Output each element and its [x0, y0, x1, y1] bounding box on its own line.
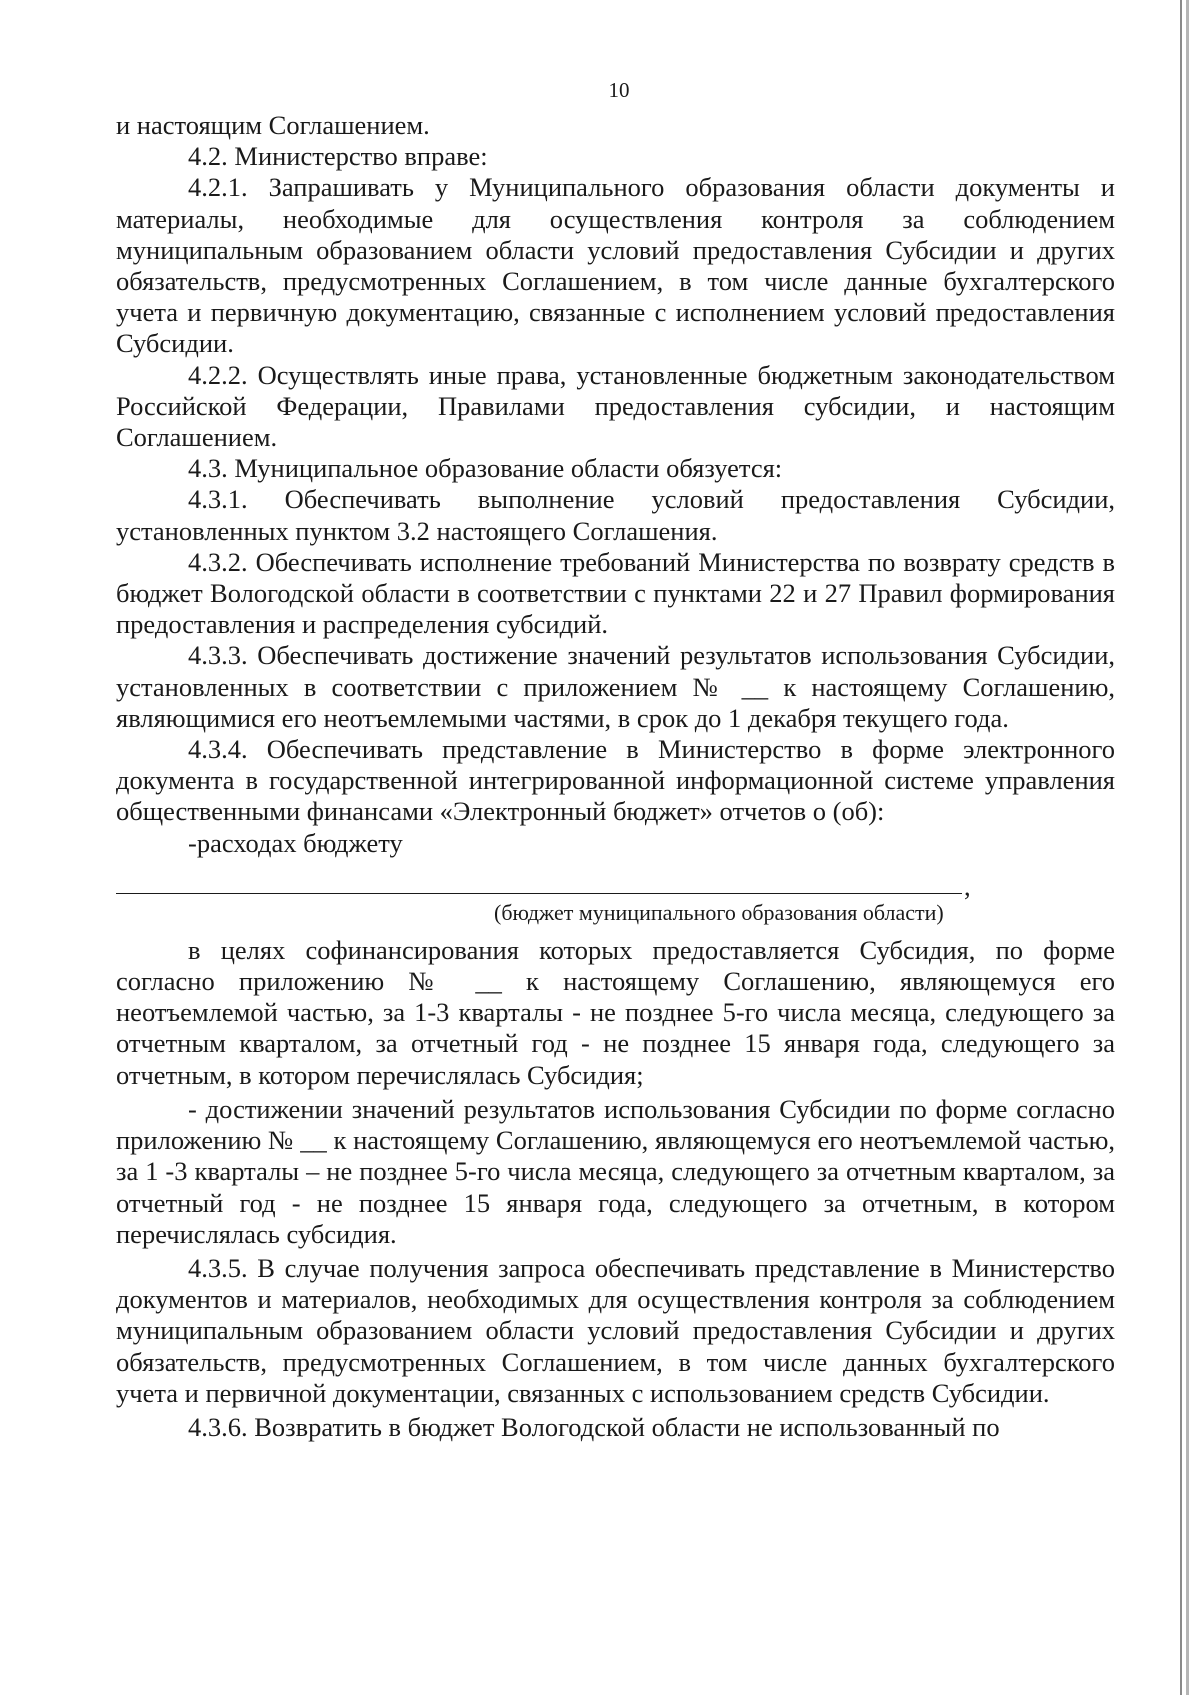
blank-trailing-comma: ,	[964, 870, 971, 901]
scan-edge-shadow	[1186, 0, 1189, 1695]
list-item-results: - достижении значений результатов использования Субсидии по форме согласно приложению № __ к настоящему Соглашению, являющемуся его неотъемлемой частью, за 1 -3 кварталы – не позднее 5-го числа месяца, следующего за отчетным кварталом, за отчетный год - не позднее 15 января года, следующего за отчетным, в котором перечислялась субсидия.	[116, 1093, 1115, 1249]
paragraph-4-3-5: 4.3.5. В случае получения запроса обеспечивать представление в Министерство документов и материалов, необходимых для осуществления контроля за соблюдением муниципальным образованием области условий предоставления Субсидии и других обязательств, предусмотренных Соглашением, в том числе данных бухгалтерского учета и первичной документации, связанных с использованием средств Субсидии.	[116, 1252, 1115, 1408]
paragraph-4-3-6: 4.3.6. Возвратить в бюджет Вологодской области не использованный по	[188, 1411, 1000, 1442]
list-item-expenses: -расходах бюджету	[188, 827, 403, 858]
paragraph-4-3-4: 4.3.4. Обеспечивать представление в Министерство в форме электронного документа в государственной интегрированной информационной системе управления общественными финансами «Электронный бюджет» отчетов о (об):	[116, 734, 1115, 827]
paragraph-continuation: и настоящим Соглашением.	[116, 110, 430, 140]
paragraph-4-2: 4.2. Министерство вправе:	[188, 141, 488, 172]
paragraph-4-3: 4.3. Муниципальное образование области обязуется:	[188, 453, 783, 484]
paragraph-4-3-3: 4.3.3. Обеспечивать достижение значений результатов использования Субсидии, установленных в соответствии с приложением № __ к настоящему Соглашению, являющимися его неотъемлемыми частями, в срок до 1 декабря текущего года.	[116, 640, 1115, 733]
paragraph-4-3-1: 4.3.1. Обеспечивать выполнение условий предоставления Субсидии, установленных пунктом 3.2 настоящего Соглашения.	[116, 484, 1115, 546]
scan-edge-line	[1180, 0, 1182, 1695]
paragraph-4-2-2: 4.2.2. Осуществлять иные права, установленные бюджетным законодательством Российской Федерации, Правилами предоставления субсидии, и настоящим Соглашением.	[116, 359, 1115, 453]
paragraph-cofinancing: в целях софинансирования которых предоставляется Субсидия, по форме согласно приложению № __ к настоящему Соглашению, являющемуся его неотъемлемой частью, за 1-3 кварталы - не позднее 5-го числа месяца, следующего за отчетным кварталом, за отчетный год - не позднее 15 января года, следующего за отчетным, в котором перечислялась Субсидия;	[116, 934, 1115, 1090]
paragraph-4-3-2: 4.3.2. Обеспечивать исполнение требований Министерства по возврату средств в бюджет Вологодской области в соответствии с пунктами 22 и 27 Правил формирования предоставления и распределения субсидий.	[116, 546, 1115, 640]
blank-underline	[116, 893, 962, 894]
blank-caption: (бюджет муниципального образования области)	[494, 899, 944, 925]
paragraph-4-2-1: 4.2.1. Запрашивать у Муниципального образования области документы и материалы, необходимые для осуществления контроля за соблюдением муниципальным образованием области условий предоставления Субсидии и других обязательств, предусмотренных Соглашением, в том числе данные бухгалтерского учета и первичную документацию, связанные с исполнением условий предоставления Субсидии.	[116, 172, 1115, 359]
page-number: 10	[608, 78, 630, 102]
document-body	[116, 110, 1115, 1443]
